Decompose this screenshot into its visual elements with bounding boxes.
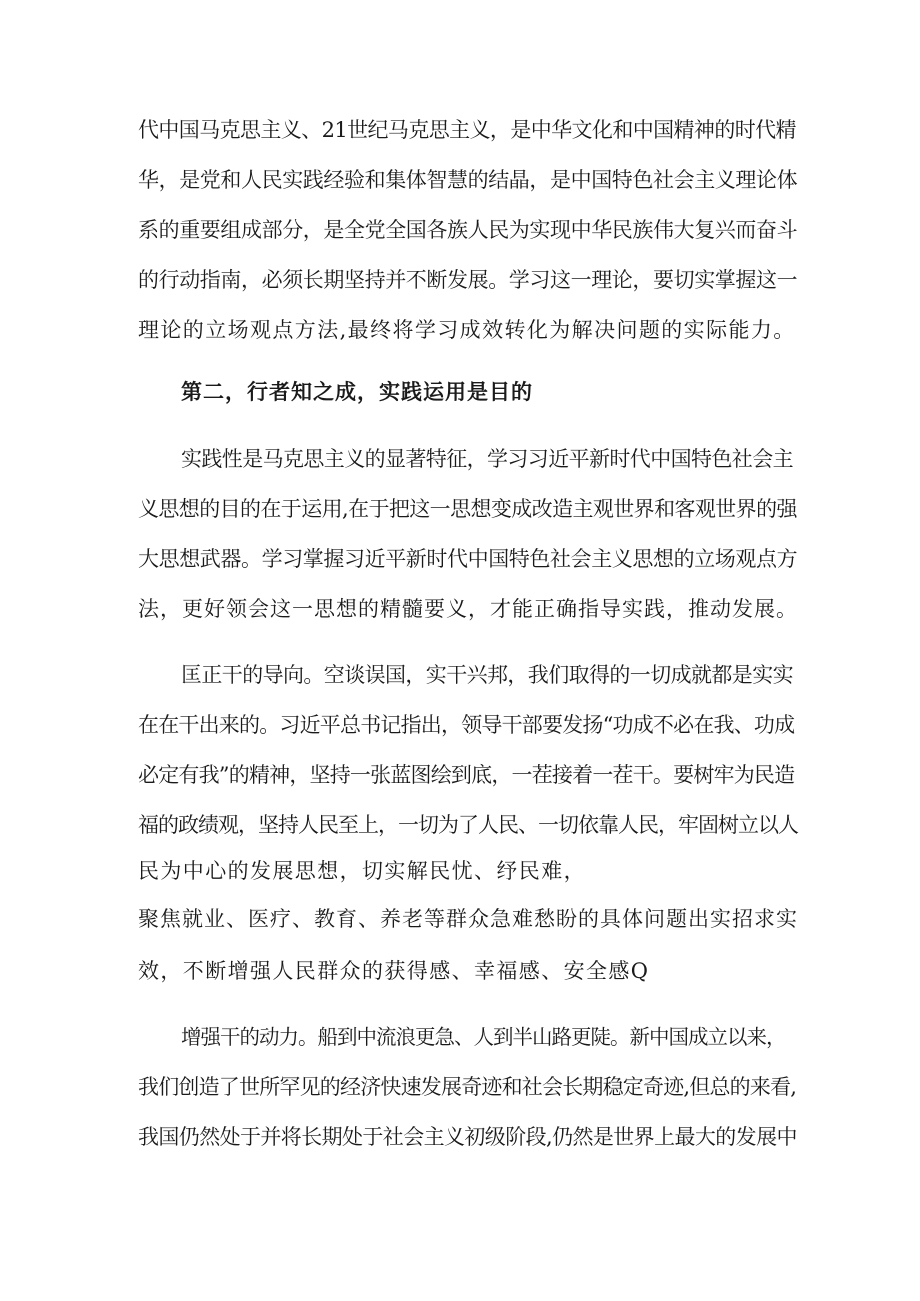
paragraph-3-line-1: 匡正干的导向。空谈误国，实干兴邦，我们取得的一切成就都是实实 <box>181 663 793 687</box>
paragraph-4-line-2: 我们创造了世所罕见的经济快速发展奇迹和社会长期稳定奇迹,但总的来看, <box>138 1075 797 1099</box>
paragraph-3-line-6: 聚焦就业、医疗、教育、养老等群众急难愁盼的具体问题出实招求实 <box>138 907 798 931</box>
paragraph-1-line-4: 的行动指南，必须长期坚持并不断发展。学习这一理论，要切实掌握这一 <box>138 268 798 292</box>
paragraph-3-line-2: 在在干出来的。习近平总书记指出，领导干部要发扬“功成不必在我、功成 <box>138 713 795 737</box>
paragraph-2-line-1: 实践性是马克思主义的显著特征，学习习近平新时代中国特色社会主 <box>181 447 793 471</box>
paragraph-4-line-3: 我国仍然处于并将长期处于社会主义初级阶段,仍然是世界上最大的发展中 <box>138 1125 797 1149</box>
paragraph-3-line-5: 民为中心的发展思想，切实解民忧、纾民难， <box>138 859 586 883</box>
paragraph-1-line-1: 代中国马克思主义、21世纪马克思主义，是中华文化和中国精神的时代精 <box>138 118 796 142</box>
paragraph-2-line-2: 义思想的目的在于运用,在于把这一思想变成改造主观世界和客观世界的强 <box>138 497 797 521</box>
paragraph-1-line-3: 系的重要组成部分，是全党全国各族人民为实现中华民族伟大复兴而奋斗 <box>138 218 798 242</box>
paragraph-2-line-4: 法，更好领会这一思想的精髓要义，才能正确指导实践，推动发展。 <box>138 597 798 621</box>
paragraph-3-line-7: 效，不断增强人民群众的获得感、幸福感、安全感Q <box>138 959 650 983</box>
paragraph-1-line-2: 华，是党和人民实践经验和集体智慧的结晶，是中国特色社会主义理论体 <box>138 168 798 192</box>
paragraph-3-line-4: 福的政绩观，坚持人民至上，一切为了人民、一切依靠人民，牢固树立以人 <box>138 813 798 837</box>
paragraph-1-line-5: 理论的立场观点方法,最终将学习成效转化为解决问题的实际能力。 <box>138 318 796 342</box>
section-heading: 第二，行者知之成，实践运用是目的 <box>181 380 533 404</box>
paragraph-4-line-1: 增强干的动力。船到中流浪更急、人到半山路更陡。新中国成立以来， <box>181 1025 786 1049</box>
paragraph-2-line-3: 大思想武器。学习掌握习近平新时代中国特色社会主义思想的立场观点方 <box>138 547 798 571</box>
paragraph-3-line-3: 必定有我”的精神，坚持一张蓝图绘到底，一茬接着一茬干。要树牢为民造 <box>138 763 795 787</box>
